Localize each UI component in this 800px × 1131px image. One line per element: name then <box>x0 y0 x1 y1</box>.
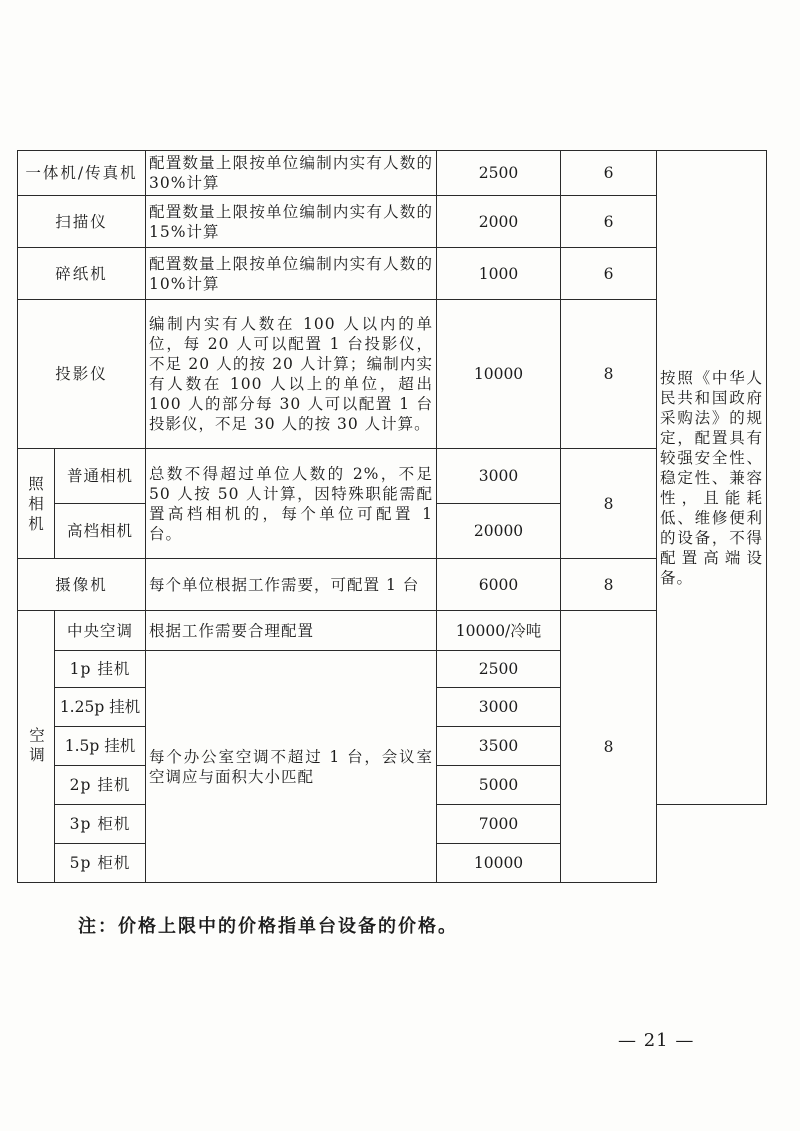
config-rule: 配置数量上限按单位编制内实有人数的 15%计算 <box>146 196 437 248</box>
price-limit: 3500 <box>437 727 561 766</box>
footnote: 注：价格上限中的价格指单台设备的价格。 <box>78 916 458 937</box>
equipment-name: 碎纸机 <box>18 248 146 300</box>
price-limit: 2500 <box>437 651 561 688</box>
sub-type-name: 高档相机 <box>55 504 146 559</box>
min-years: 8 <box>561 559 657 611</box>
sub-type-name: 中央空调 <box>55 611 146 651</box>
min-years: 6 <box>561 248 657 300</box>
price-limit: 2500 <box>437 151 561 196</box>
min-years: 6 <box>561 196 657 248</box>
price-limit: 7000 <box>437 805 561 844</box>
config-rule: 配置数量上限按单位编制内实有人数的 10%计算 <box>146 248 437 300</box>
equipment-name: 摄像机 <box>18 559 146 611</box>
price-limit: 10000 <box>437 844 561 883</box>
equipment-name: 投影仪 <box>18 300 146 449</box>
equipment-name: 扫描仪 <box>18 196 146 248</box>
sub-type-name: 1.25p 挂机 <box>55 688 146 727</box>
equipment-name: 一体机/传真机 <box>18 151 146 196</box>
config-rule: 配置数量上限按单位编制内实有人数的 30%计算 <box>146 151 437 196</box>
sub-type-name: 普通相机 <box>55 449 146 504</box>
table-row <box>18 248 767 300</box>
equipment-name: 照相机 <box>18 449 55 559</box>
equipment-config-table <box>17 150 767 883</box>
table-row <box>18 151 767 196</box>
table-row <box>18 559 767 611</box>
equipment-name: 空调 <box>18 611 55 883</box>
price-limit: 10000/冷吨 <box>437 611 561 651</box>
price-limit: 3000 <box>437 688 561 727</box>
config-rule: 每个单位根据工作需要，可配置 1 台 <box>146 559 437 611</box>
table-row <box>18 449 767 504</box>
price-limit: 10000 <box>437 300 561 449</box>
remark-cell <box>657 151 767 805</box>
price-limit: 2000 <box>437 196 561 248</box>
min-years: 8 <box>561 449 657 559</box>
table-row <box>18 300 767 449</box>
price-limit: 1000 <box>437 248 561 300</box>
sub-type-name: 5p 柜机 <box>55 844 146 883</box>
price-limit: 5000 <box>437 766 561 805</box>
price-limit: 3000 <box>437 449 561 504</box>
remark-text: 按照《中华人民共和国政府采购法》的规定，配置具有较强安全性、稳定性、兼容性，且能耗低、维修便利的设备，不得配置高端设备。 <box>660 368 764 587</box>
sub-type-name: 3p 柜机 <box>55 805 146 844</box>
min-years: 8 <box>561 300 657 449</box>
page-number: — 21 — <box>618 1030 695 1051</box>
price-limit: 6000 <box>437 559 561 611</box>
price-limit: 20000 <box>437 504 561 559</box>
table-row <box>18 196 767 248</box>
config-rule: 总数不得超过单位人数的 2%，不足 50 人按 50 人计算，因特殊职能需配置高档相机的，每个单位可配置 1 台。 <box>146 449 437 559</box>
config-rule: 编制内实有人数在 100 人以内的单位，每 20 人可以配置 1 台投影仪，不足 20 人的按 20 人计算；编制内实有人数在 100 人以上的单位，超出 100 人的部分每 30 人可以配置 1 台投影仪，不足 30 人的按 30 人计算。 <box>146 300 437 449</box>
min-years: 6 <box>561 151 657 196</box>
min-years: 8 <box>561 611 657 883</box>
config-rule: 每个办公室空调不超过 1 台，会议室空调应与面积大小匹配 <box>146 651 437 883</box>
sub-type-name: 1p 挂机 <box>55 651 146 688</box>
sub-type-name: 1.5p 挂机 <box>55 727 146 766</box>
config-rule: 根据工作需要合理配置 <box>146 611 437 651</box>
sub-type-name: 2p 挂机 <box>55 766 146 805</box>
table-row <box>18 611 767 651</box>
